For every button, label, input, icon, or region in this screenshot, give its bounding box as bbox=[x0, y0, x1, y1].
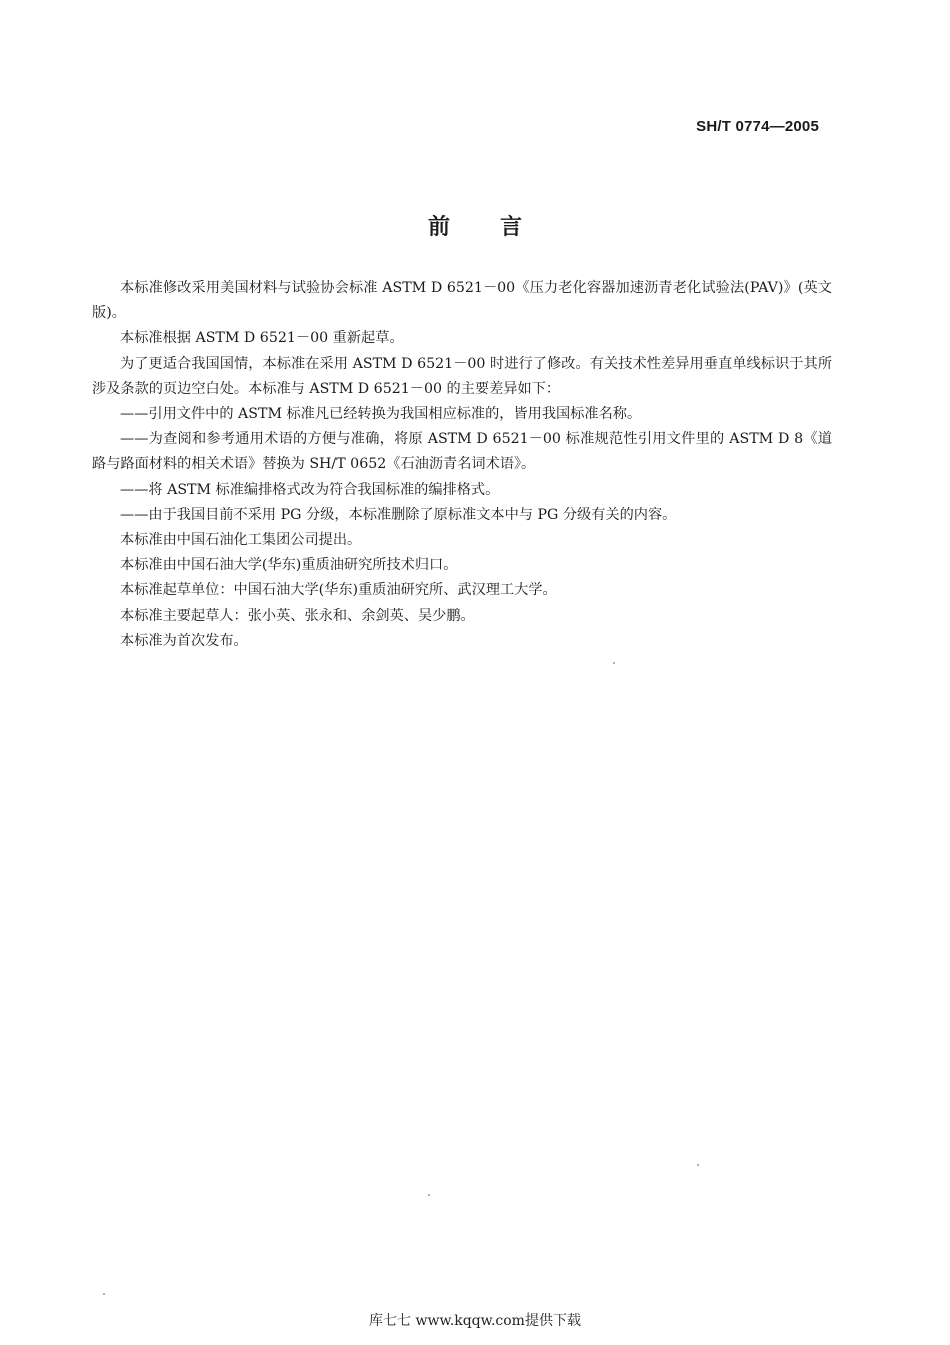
title-char-1: 前 bbox=[427, 215, 450, 240]
paragraph: ——为查阅和参考通用术语的方便与准确，将原 ASTM D 6521－00 标准规范性引用文件里的 ASTM D 8《道路与路面材料的相关术语》替换为 SH/T 0652《石油沥青名词术语》。 bbox=[92, 431, 832, 473]
paragraph: ——将 ASTM 标准编排格式改为符合我国标准的编排格式。 bbox=[120, 481, 500, 498]
document-code: SH/T 0774—2005 bbox=[696, 118, 819, 135]
scan-speck bbox=[103, 1293, 105, 1295]
paragraph: 本标准起草单位：中国石油大学(华东)重质油研究所、武汉理工大学。 bbox=[120, 582, 557, 599]
download-footer: 库七七 www.kqqw.com提供下载 bbox=[369, 1313, 581, 1329]
paragraph: 为了更适合我国国情，本标准在采用 ASTM D 6521－00 时进行了修改。有关技术性差异用垂直单线标识于其所涉及条款的页边空白处。本标准与 ASTM D 6521－00 的主要差异如下： bbox=[92, 355, 833, 397]
paragraph: ——由于我国目前不采用 PG 分级，本标准删除了原标准文本中与 PG 分级有关的内容。 bbox=[120, 506, 677, 523]
title-char-2: 言 bbox=[500, 215, 523, 240]
scan-speck bbox=[613, 662, 615, 664]
scan-speck bbox=[428, 1194, 430, 1196]
paragraph: ——引用文件中的 ASTM 标准凡已经转换为我国相应标准的，皆用我国标准名称。 bbox=[120, 406, 642, 423]
paragraph: 本标准由中国石油大学(华东)重质油研究所技术归口。 bbox=[120, 557, 458, 574]
page-title bbox=[0, 210, 950, 241]
paragraph: 本标准为首次发布。 bbox=[120, 632, 248, 649]
paragraph: 本标准主要起草人：张小英、张永和、余剑英、吴少鹏。 bbox=[120, 607, 475, 624]
paragraph: 本标准修改采用美国材料与试验协会标准 ASTM D 6521－00《压力老化容器加速沥青老化试验法(PAV)》(英文版)。 bbox=[92, 280, 832, 322]
foreword-body bbox=[92, 276, 832, 654]
scan-speck bbox=[697, 1164, 699, 1166]
paragraph: 本标准根据 ASTM D 6521－00 重新起草。 bbox=[120, 330, 404, 347]
paragraph: 本标准由中国石油化工集团公司提出。 bbox=[120, 532, 362, 549]
